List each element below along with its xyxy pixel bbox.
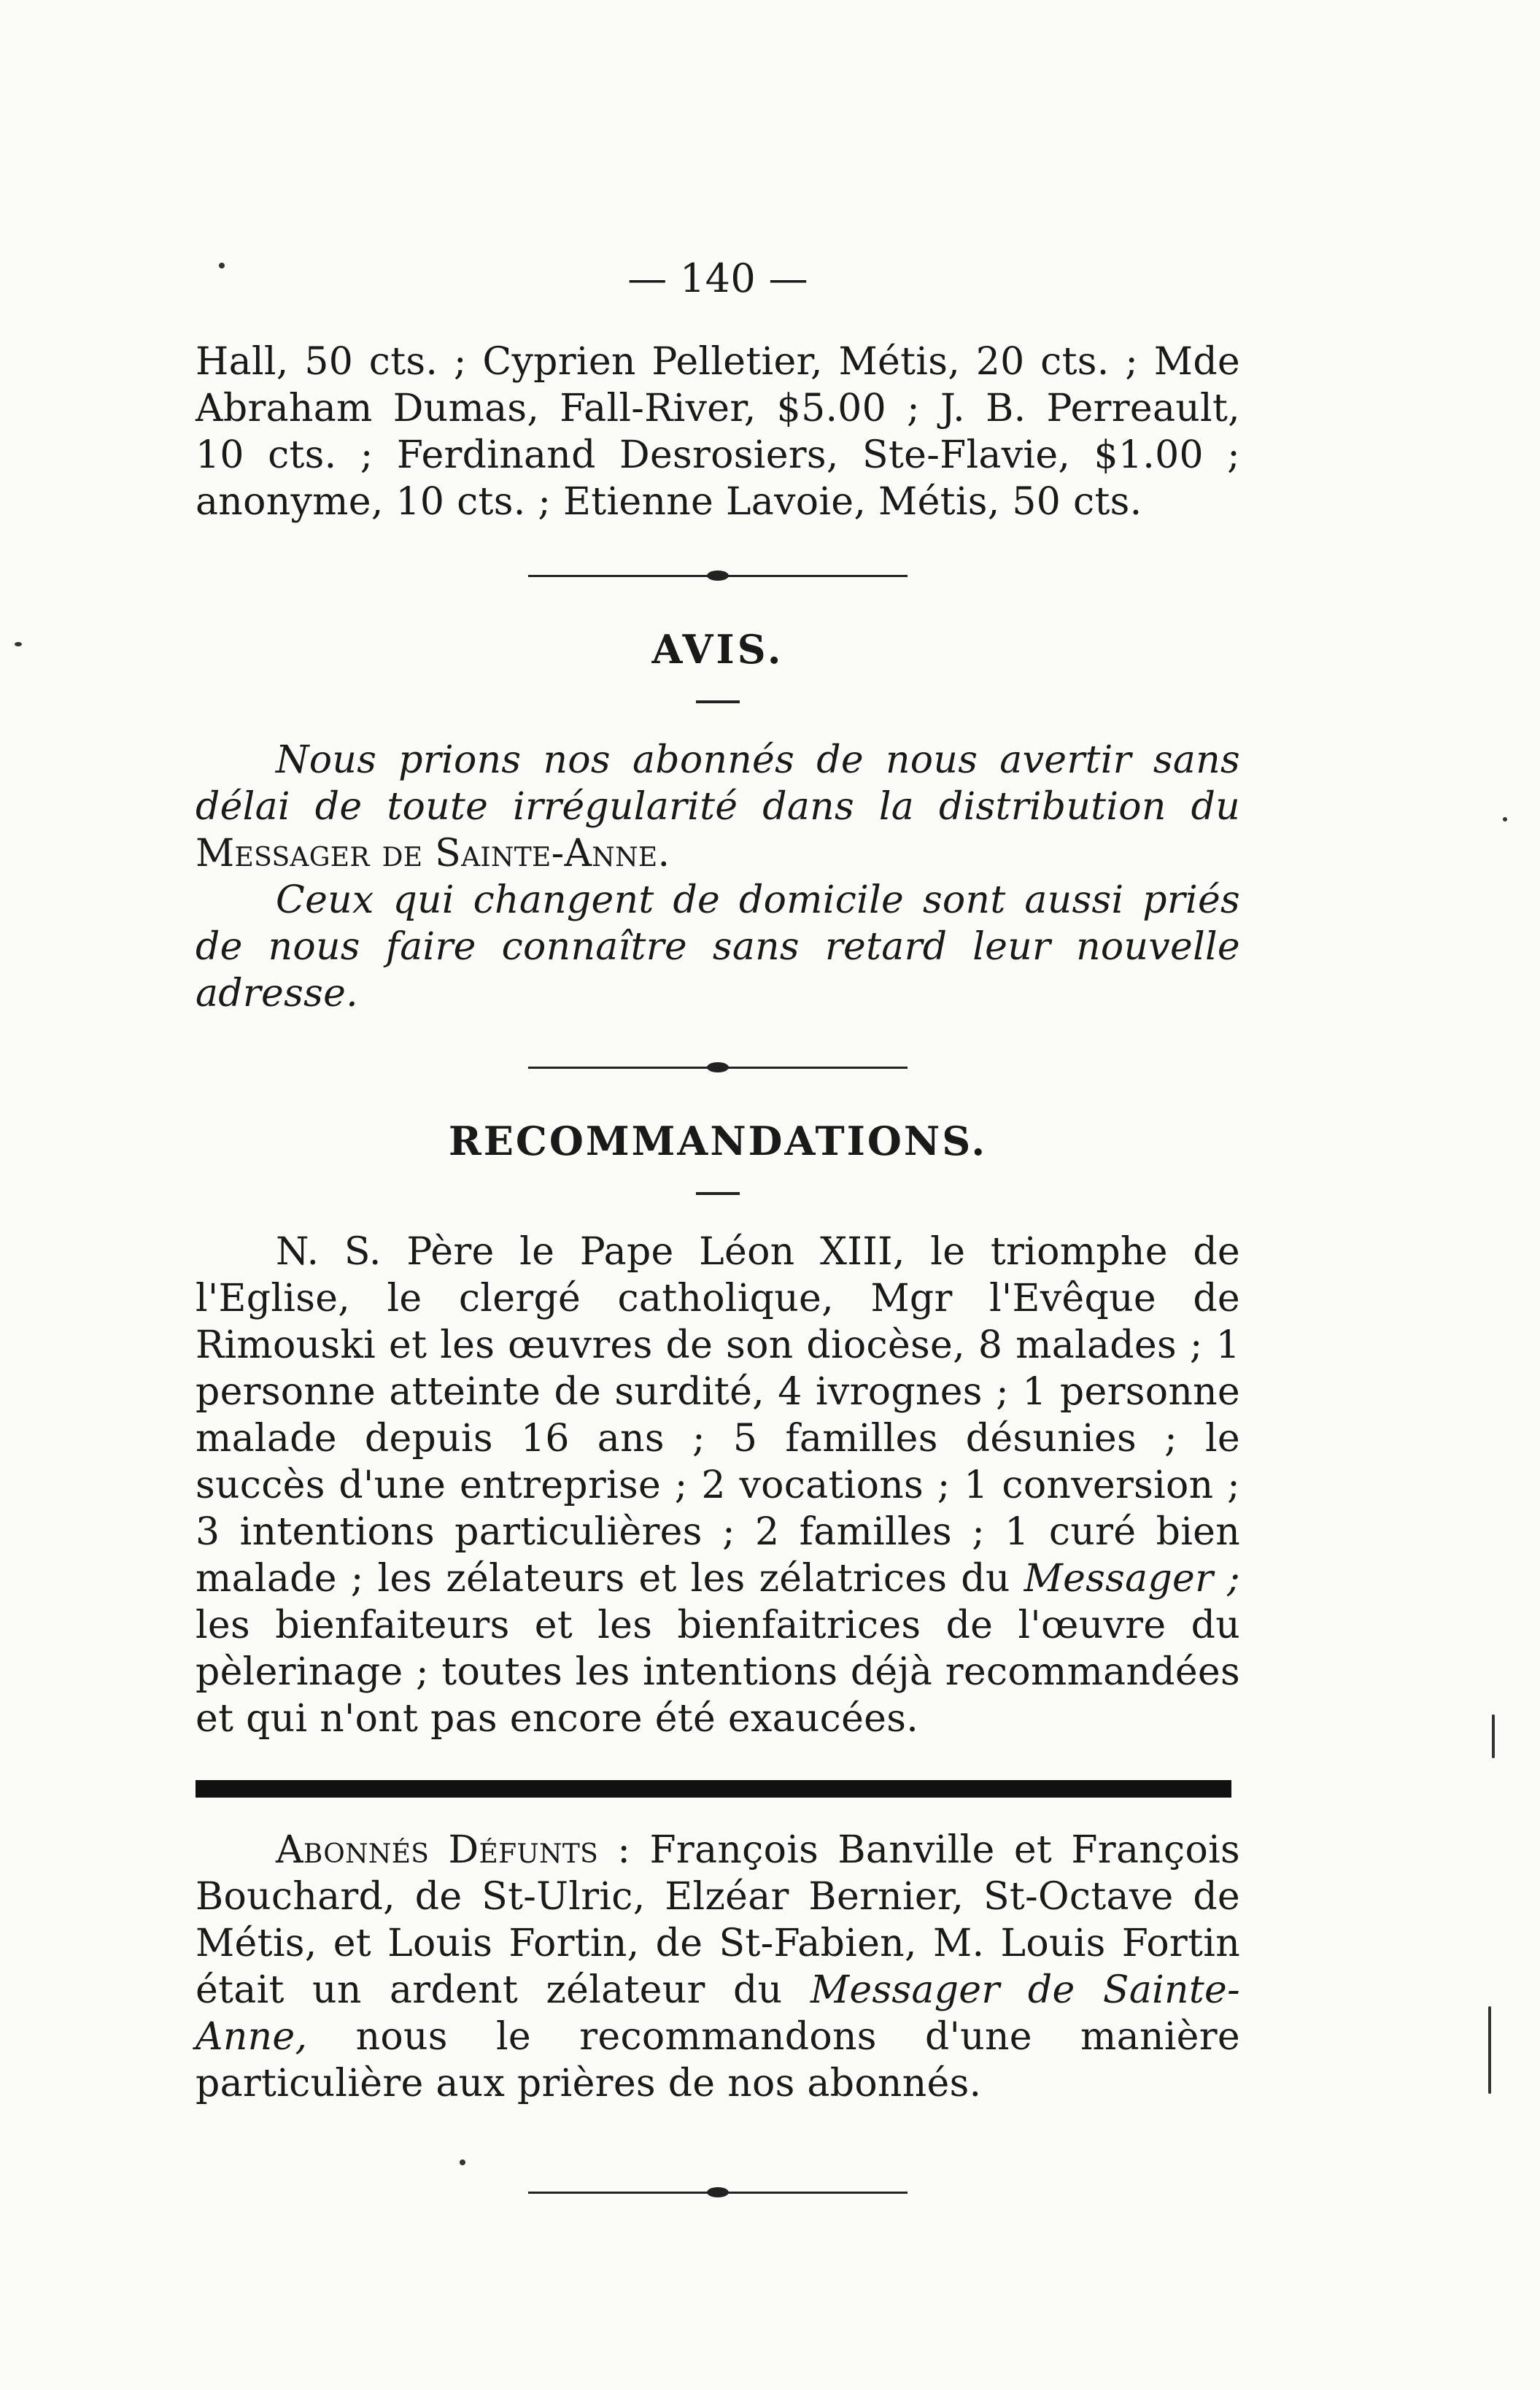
defunts-paragraph: [196, 1827, 1240, 2107]
donations-paragraph: Hall, 50 cts. ; Cyprien Pelletier, Métis, 20 cts. ; Mde Abraham Dumas, Fall-River, $5.00 ; J. B. Perreault, 10 cts. ; Ferdinand Desrosiers, Ste-Flavie, $1.00 ; anonyme, 10 cts. ; Etienne Lavoie, Métis, 50 cts.: [196, 340, 1240, 524]
recommandations-text-italic: Messager ;: [1024, 1557, 1241, 1601]
avis-paragraph-1: [196, 737, 1240, 877]
page: [196, 255, 1240, 2243]
short-dash-divider: [696, 1192, 740, 1195]
ink-speck: [1492, 1714, 1495, 1758]
ornamental-divider: [528, 1062, 908, 1072]
ink-speck: [219, 263, 225, 268]
recommandations-text-end: les bienfaiteurs et les bienfaitrices de l'œuvre du pèlerinage ; toutes les intentions déjà recommandées et qui n'ont pas encore été exaucées.: [196, 1604, 1240, 1741]
thick-divider: [196, 1780, 1231, 1798]
recommandations-paragraph: [196, 1229, 1240, 1742]
avis-paragraph-2: Ceux qui changent de domicile sont aussi priés de nous faire connaître sans retard leur nouvelle adresse.: [196, 878, 1240, 1016]
ornamental-divider: [528, 2187, 908, 2197]
page-number: — 140 —: [627, 255, 808, 301]
ink-speck: [1488, 2006, 1491, 2094]
defunts-text-italic: Messager de Sainte-Anne,: [196, 1968, 1240, 2059]
defunts-text-end: nous le recommandons d'une manière particulière aux prières de nos abonnés.: [196, 2015, 1240, 2105]
recommandations-text-start: N. S. Père le Pape Léon XIII, le triomphe de l'Eglise, le clergé catholique, Mgr l'Evêque de Rimouski et les œuvres de son diocèse, 8 malades ; 1 personne atteinte de surdité, 4 ivrognes ; 1 personne malade depuis 16 ans ; 5 familles désunies ; le succès d'une entreprise ; 2 vocations ; 1 conversion ; 3 intentions particulières ; 2 familles ; 1 curé bien malade ; les zélateurs et les zélatrices du: [196, 1230, 1240, 1601]
avis-heading: AVIS.: [651, 626, 784, 673]
ornamental-divider: [528, 571, 908, 581]
ink-speck: [15, 642, 22, 646]
recommandations-heading: RECOMMANDATIONS.: [448, 1118, 988, 1164]
defunts-text-start: François Banville et François Bouchard, de St-Ulric, Elzéar Bernier, St-Octave de Métis, et Louis Fortin, de St-Fabien, M. Louis Fortin était un ardent zélateur du: [196, 1828, 1240, 2012]
short-dash-divider: [696, 700, 740, 703]
ink-speck: [1503, 817, 1507, 821]
avis-paragraph-1-text: Nous prions nos abonnés de nous avertir sans délai de toute irrégularité dans la distribution du: [196, 738, 1240, 829]
messager-title: Messager de Sainte-Anne.: [196, 832, 670, 875]
ink-speck: [460, 2159, 465, 2165]
defunts-label: Abonnés Défunts :: [276, 1828, 631, 1872]
